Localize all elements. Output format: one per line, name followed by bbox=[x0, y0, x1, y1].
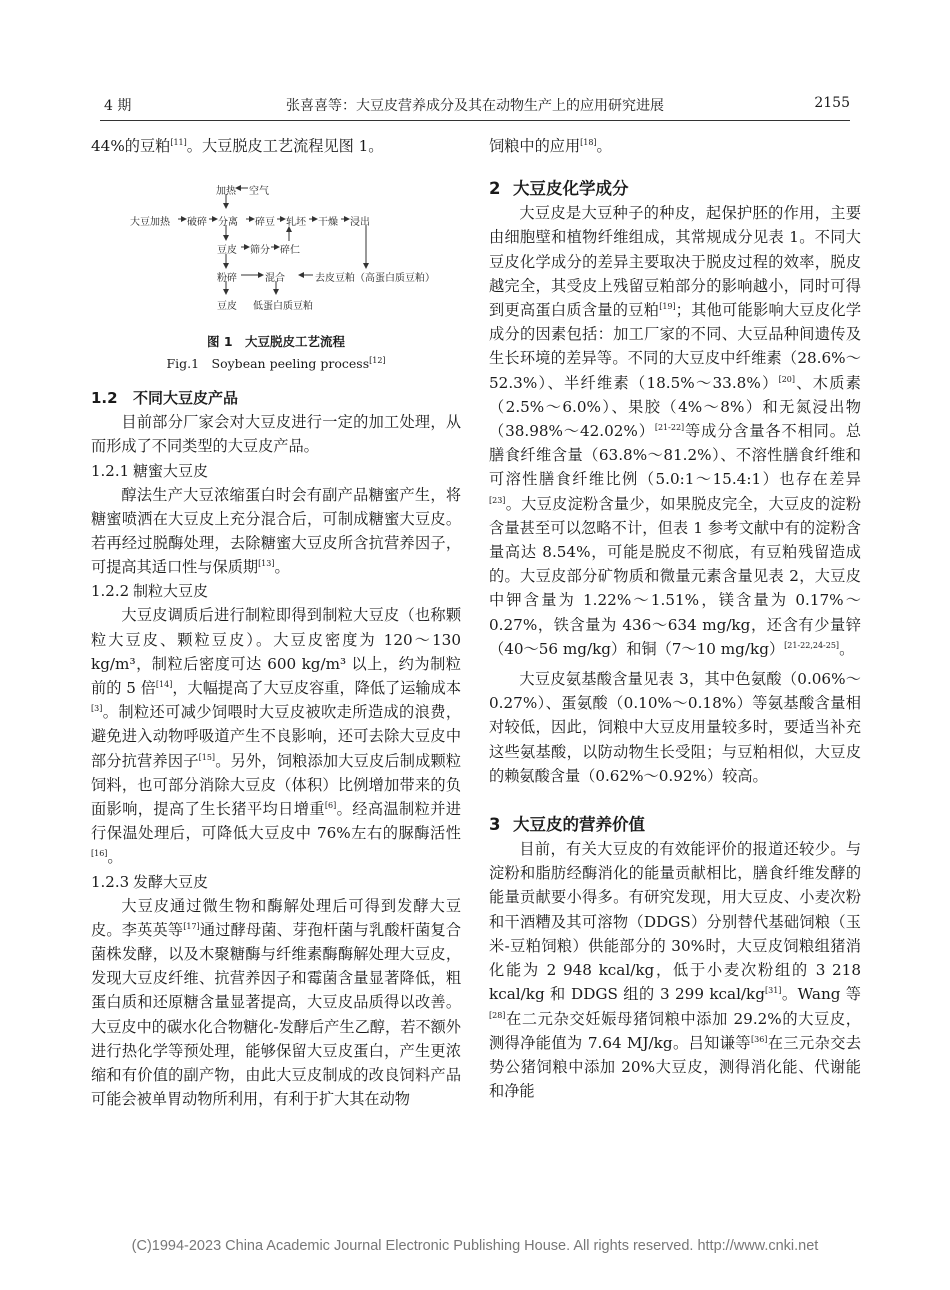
copyright-footer: (C)1994-2023 China Academic Journal Electronic Publishing House. All rights reserved. http://www.cnki.net bbox=[131, 1238, 819, 1254]
node-separation: 分离 bbox=[218, 217, 238, 229]
node-hull-out: 豆皮 bbox=[217, 301, 237, 313]
node-broken-beans: 碎豆 bbox=[255, 217, 275, 229]
continued-paragraph: 饲粮中的应用[18]。 bbox=[489, 137, 612, 155]
header-rule bbox=[100, 120, 850, 121]
section-1-2-heading: 1.2 不同大豆皮产品 bbox=[91, 389, 239, 408]
node-extraction: 浸出 bbox=[350, 217, 370, 229]
node-low-protein-meal: 低蛋白质豆粕 bbox=[253, 301, 313, 313]
page-number: 2155 bbox=[814, 95, 850, 111]
section-3-paragraph: 目前，有关大豆皮的有效能评价的报道还较少。与淀粉和脂肪经酶消化的能量贡献相比，膳食纤维发酵的能量贡献要小得多。有研究发现，用大豆皮、小麦次粉和干酒糟及其可溶物（DDGS）分别替代基础饲粮（玉米-豆粕饲粮）供能部分的 30%时，大豆皮饲粮组猪消化能为 2 948 kcal/kg，低于小麦次粉组的 3 218 kcal/kg 和 DDGS 组的 3 299 kcal/kg[31]。Wang 等[28]在二元杂交妊娠母猪饲粮中添加 29.2%的大豆皮，测得净能值为 7.64 MJ/kg。吕知谦等[36]在三元杂交去势公猪饲粮中添加 20%大豆皮，测得消化能、代谢能和净能 bbox=[489, 840, 862, 1101]
intro-paragraph: 44%的豆粕[11]。大豆脱皮工艺流程见图 1。 bbox=[91, 137, 384, 155]
section-2-paragraph-1: 大豆皮是大豆种子的种皮，起保护胚的作用，主要由细胞壁和植物纤维组成，其常规成分见表 1。不同大豆皮化学成分的差异主要取决于脱皮过程的效率，脱皮越完全，其受皮上残留豆粕部分的影响越小，同时可得到更高蛋白质含量的豆粕[19]；其他可能影响大豆皮化学成分的因素包括：加工厂家的不同、大豆品种间遗传及生长环境的差异等。不同的大豆皮中纤维素（28.6%～52.3%）、半纤维素（18.5%～33.8%）[20]、木质素（2.5%～6.0%）、果胶（4%～8%）和无氮浸出物（38.98%～42.02%）[21-22]等成分含量各不相同。总膳食纤维含量（63.8%～81.2%）、不溶性膳食纤维和可溶性膳食纤维比例（5.0:1～15.4:1）也存在差异[23]。大豆皮淀粉含量少，如果脱皮完全，大豆皮的淀粉含量甚至可以忽略不计，但表 1 参考文献中有的淀粉含量高达 8.54%，可能是脱皮不彻底，有豆粕残留造成的。大豆皮部分矿物质和微量元素含量见表 2，大豆皮中钾含量为 1.22%～1.51%，镁含量为 0.17%～0.27%，铁含量为 436～634 mg/kg，还含有少量锌（40～56 mg/kg）和铜（7～10 mg/kg）[21-22,24-25]。 bbox=[489, 204, 862, 658]
node-hull: 豆皮 bbox=[217, 245, 237, 257]
node-heating: 加热 bbox=[216, 186, 236, 198]
left-column bbox=[91, 134, 461, 1111]
section-1-2-paragraph: 目前部分厂家会对大豆皮进行一定的加工处理，从而形成了不同类型的大豆皮产品。 bbox=[91, 413, 461, 456]
section-1-2-2-heading: 1.2.2 制粒大豆皮 bbox=[91, 582, 209, 601]
section-1-2-3-heading: 1.2.3 发酵大豆皮 bbox=[91, 872, 209, 891]
node-soy-heating: 大豆加热 bbox=[130, 217, 170, 229]
right-column bbox=[489, 134, 861, 1103]
figure-caption-en: Fig.1 Soybean peeling process[12] bbox=[166, 356, 386, 372]
node-kernel: 碎仁 bbox=[280, 245, 300, 257]
node-dehulled-meal: 去皮豆粕（高蛋白质豆粕） bbox=[315, 273, 435, 285]
node-crushing: 破碎 bbox=[187, 217, 207, 229]
node-flaking: 轧坯 bbox=[286, 217, 306, 229]
figure-caption-zh: 图 1 大豆脱皮工艺流程 bbox=[206, 334, 346, 350]
flowchart-arrows bbox=[91, 166, 461, 316]
section-3-heading: 3 大豆皮的营养价值 bbox=[489, 815, 645, 835]
section-1-2-1-heading: 1.2.1 糖蜜大豆皮 bbox=[91, 461, 209, 480]
node-grinding: 粉碎 bbox=[217, 273, 237, 285]
issue-number: 4 期 bbox=[104, 98, 132, 114]
node-screening: 筛分 bbox=[250, 245, 270, 257]
figure-1-flowchart bbox=[91, 166, 461, 316]
section-2-paragraph-2: 大豆皮氨基酸含量见表 3，其中色氨酸（0.06%～0.27%）、蛋氨酸（0.10%～0.18%）等氨基酸含量相对较低，因此，饲粮中大豆皮用量较多时，要适当补充这些氨基酸，以防动物生长受阻；与豆粕相似，大豆皮的赖氨酸含量（0.62%～0.92%）较高。 bbox=[489, 670, 861, 785]
node-drying: 干燥 bbox=[318, 217, 338, 229]
section-1-2-2-paragraph: 大豆皮调质后进行制粒即得到制粒大豆皮（也称颗粒大豆皮、颗粒豆皮）。大豆皮密度为 120～130 kg/m³，制粒后密度可达 600 kg/m³ 以上，约为制粒前的 5 倍[14]，大幅提高了大豆皮容重，降低了运输成本[3]。制粒还可减少饲喂时大豆皮被吹走所造成的浪费，避免进入动物呼吸道产生不良影响，还可去除大豆皮中部分抗营养因子[15]。另外，饲粮添加大豆皮后制成颗粒饲料，也可部分消除大豆皮（体积）比例增加带来的负面影响，提高了生长猪平均日增重[6]。经高温制粒并进行保温处理后，可降低大豆皮中 76%左右的脲酶活性[16]。 bbox=[91, 606, 462, 867]
node-air: 空气 bbox=[249, 186, 269, 198]
section-2-heading: 2 大豆皮化学成分 bbox=[489, 179, 629, 199]
running-title: 张喜喜等：大豆皮营养成分及其在动物生产上的应用研究进展 bbox=[286, 98, 664, 114]
section-1-2-3-paragraph: 大豆皮通过微生物和酶解处理后可得到发酵大豆皮。李英英等[17]通过酵母菌、芽孢杆菌与乳酸杆菌复合菌株发酵，以及木聚糖酶与纤维素酶酶解处理大豆皮，发现大豆皮纤维、抗营养因子和霉菌含量显著降低，粗蛋白质和还原糖含量显著提高，大豆皮品质得以改善。大豆皮中的碳水化合物糖化-发酵后产生乙醇，若不额外进行热化学等预处理，能够保留大豆皮蛋白，产生更浓缩和有价值的副产物，由此大豆皮制成的改良饲料产品可能会被单胃动物所利用，有利于扩大其在动物 bbox=[91, 896, 462, 1109]
node-mixing: 混合 bbox=[265, 273, 285, 285]
section-1-2-1-paragraph: 醇法生产大豆浓缩蛋白时会有副产品糖蜜产生，将糖蜜喷洒在大豆皮上充分混合后，可制成糖蜜大豆皮。若再经过脱酶处理，去除糖蜜大豆皮所含抗营养因子，可提高其适口性与保质期[13]。 bbox=[91, 485, 461, 577]
